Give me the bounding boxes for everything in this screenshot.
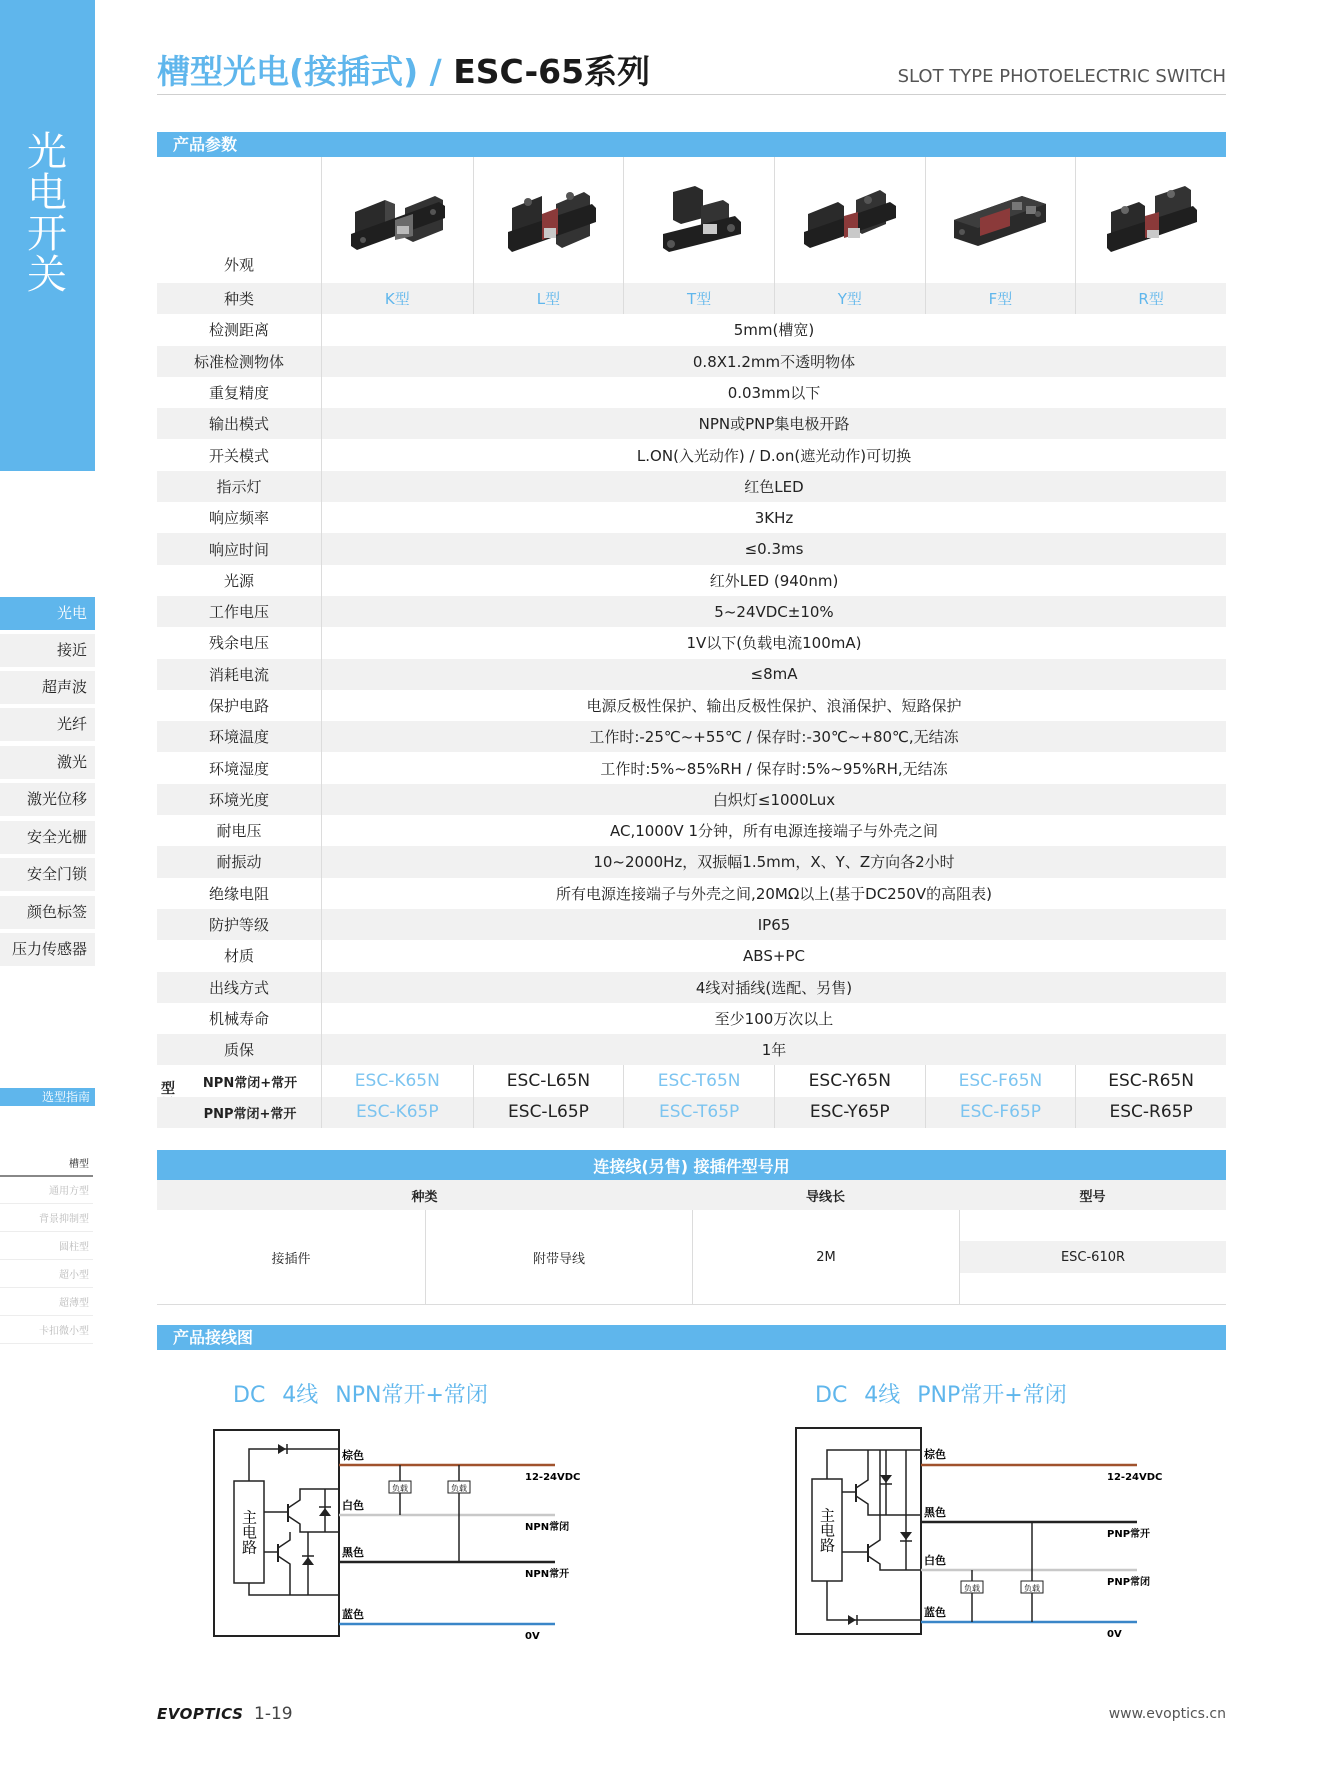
spec-value: ≤8mA <box>321 659 1226 690</box>
spec-value: NPN或PNP集电极开路 <box>321 408 1226 439</box>
sensor-r-icon <box>1101 182 1201 258</box>
model-group-text: 型 <box>161 1080 175 1097</box>
appearance-cells <box>321 157 1226 283</box>
spec-row <box>157 846 1226 877</box>
spec-label: 检测距离 <box>208 321 269 340</box>
spec-label: 环境光度 <box>208 790 269 809</box>
spec-label: 响应频率 <box>208 509 269 528</box>
pnp-wire-label-white: 白色 <box>924 1554 946 1567</box>
spec-row <box>157 346 1226 377</box>
npn-terminal-0v: 0V <box>525 1631 540 1640</box>
nav-item-safety-curtain[interactable]: 安全光栅 <box>0 821 95 854</box>
pnp-wire-label-blue: 蓝色 <box>924 1606 946 1619</box>
spec-label: 消耗电流 <box>208 665 269 684</box>
sub-item-cylinder[interactable]: 圆柱型 <box>0 1236 93 1260</box>
nav-item-proximity[interactable]: 接近 <box>0 634 95 667</box>
type-cell: L型 <box>473 283 624 314</box>
spec-row <box>157 533 1226 564</box>
spec-label: 开关模式 <box>208 446 269 465</box>
spec-value: ABS+PC <box>321 940 1226 971</box>
spec-value: 0.8X1.2mm不透明物体 <box>321 346 1226 377</box>
pnp-load-1-label: 负载 <box>964 1584 980 1593</box>
sensor-f-icon <box>950 182 1050 258</box>
npn-sensor-box <box>214 1430 339 1636</box>
connector-title: 连接线(另售) 接插件型号用 <box>157 1150 1226 1180</box>
spec-row <box>157 815 1226 846</box>
model-row-npn <box>157 1065 1226 1096</box>
spec-label: 保护电路 <box>208 697 269 715</box>
spec-row <box>157 690 1226 721</box>
spec-label: 质保 <box>223 1041 254 1060</box>
model-cell: ESC-L65P <box>473 1097 624 1128</box>
sub-item-square[interactable]: 通用方型 <box>0 1180 93 1204</box>
section-params-bar: 产品参数 <box>157 132 1226 157</box>
connector-col-model: 型号 <box>1079 1189 1106 1205</box>
model-cell: ESC-K65P <box>356 1102 439 1123</box>
website-link[interactable]: www.evoptics.cn <box>1108 1706 1226 1722</box>
npn-wire-label-white: 白色 <box>342 1499 364 1512</box>
appearance-row <box>157 157 1226 283</box>
nav-item-color-label[interactable]: 颜色标签 <box>0 896 95 929</box>
spec-row <box>157 972 1226 1003</box>
spec-row <box>157 471 1226 502</box>
spec-value: L.ON(入光动作) / D.on(遮光动作)可切换 <box>321 439 1226 470</box>
spec-label: 标准检测物体 <box>193 352 284 371</box>
product-image-f <box>925 157 1076 283</box>
connector-col-length: 导线长 <box>805 1189 845 1205</box>
pnp-terminal-power: 12-24VDC <box>1107 1472 1163 1483</box>
spec-value: ≤0.3ms <box>321 533 1226 564</box>
type-label: 种类 <box>223 290 254 309</box>
connector-header-row <box>157 1180 1226 1210</box>
spec-value: 工作时:5%~85%RH / 保存时:5%~95%RH,无结冻 <box>321 752 1226 783</box>
spec-row <box>157 502 1226 533</box>
spec-label: 机械寿命 <box>208 1009 269 1028</box>
spec-value: 工作时:-25℃~+55℃ / 保存时:-30℃~+80℃,无结冻 <box>321 721 1226 752</box>
connector-length: 2M <box>692 1210 959 1304</box>
spec-row <box>157 314 1226 345</box>
pnp-wire-label-black: 黑色 <box>924 1506 946 1519</box>
model-cell: ESC-Y65P <box>774 1097 925 1128</box>
page-number: 1-19 <box>254 1704 293 1724</box>
pnp-wire-label-brown: 棕色 <box>924 1448 946 1461</box>
spec-label: 输出模式 <box>208 415 269 434</box>
model-cell: ESC-R65P <box>1075 1097 1226 1128</box>
spec-label: 环境温度 <box>208 728 269 747</box>
sub-item-background[interactable]: 背景抑制型 <box>0 1208 93 1232</box>
spec-row <box>157 659 1226 690</box>
spec-value: 1年 <box>321 1034 1226 1065</box>
spec-row <box>157 1034 1226 1065</box>
spec-value: 10~2000Hz，双振幅1.5mm，X、Y、Z方向各2小时 <box>321 846 1226 877</box>
type-cells <box>321 283 1226 314</box>
spec-row <box>157 377 1226 408</box>
nav-item-safety-lock[interactable]: 安全门锁 <box>0 858 95 891</box>
sub-item-thin[interactable]: 超薄型 <box>0 1292 93 1316</box>
npn-wire-label-brown: 棕色 <box>342 1449 364 1462</box>
type-cell: Y型 <box>774 283 925 314</box>
spec-label: 响应时间 <box>208 540 269 559</box>
spec-value: 3KHz <box>321 502 1226 533</box>
npn-wire-label-blue: 蓝色 <box>342 1608 364 1621</box>
spec-label: 重复精度 <box>208 384 269 403</box>
spec-label: 残余电压 <box>208 634 269 653</box>
spec-value: 1V以下(负载电流100mA) <box>321 627 1226 658</box>
pnp-terminal-no: PNP常开 <box>1107 1529 1151 1540</box>
header-divider <box>157 94 1226 95</box>
spec-label: 指示灯 <box>216 477 262 496</box>
brand-logo: EVOPTICS <box>157 1705 244 1723</box>
sensor-l-icon <box>498 182 598 258</box>
spec-row <box>157 940 1226 971</box>
connector-type: 接插件 <box>271 1251 311 1267</box>
sub-item-clip[interactable]: 卡扣微小型 <box>0 1320 93 1344</box>
npn-wire-label-black: 黑色 <box>342 1546 364 1559</box>
spec-rows <box>157 314 1226 1065</box>
connector-table <box>157 1150 1226 1305</box>
model-cell: ESC-L65N <box>473 1065 624 1096</box>
npn-load-1-label: 负载 <box>392 1484 408 1493</box>
title-series-name: ESC-65系列 <box>453 52 651 91</box>
spec-value: 白炽灯≤1000Lux <box>321 784 1226 815</box>
model-block <box>157 1065 1226 1128</box>
spec-value: 红色LED <box>321 471 1226 502</box>
pnp-terminal-nc: PNP常闭 <box>1107 1577 1151 1588</box>
nav-item-ultrasonic[interactable]: 超声波 <box>0 671 95 704</box>
spec-table <box>157 157 1226 1128</box>
spec-row <box>157 784 1226 815</box>
section-wiring-bar: 产品接线图 <box>157 1325 1226 1350</box>
spec-row <box>157 565 1226 596</box>
spec-label: 环境湿度 <box>208 759 269 778</box>
pnp-wiring-title: DC 4线 PNP常开+常闭 <box>815 1383 1067 1408</box>
spec-label: 工作电压 <box>208 603 269 622</box>
nav-item-fiber[interactable]: 光纤 <box>0 708 95 741</box>
type-cell: K型 <box>384 290 410 309</box>
spec-row <box>157 878 1226 909</box>
sensor-t-icon <box>649 182 749 258</box>
model-row-label: NPN常闭+常开 <box>202 1075 298 1091</box>
model-row-pnp <box>157 1097 1226 1128</box>
spec-value: 电源反极性保护、输出反极性保护、浪涌保护、短路保护 <box>321 690 1226 721</box>
model-cell: ESC-K65N <box>354 1071 440 1092</box>
type-row <box>157 283 1226 314</box>
type-cell: F型 <box>925 283 1076 314</box>
nav-item-pressure[interactable]: 压力传感器 <box>0 933 95 966</box>
spec-label: 材质 <box>223 947 254 966</box>
sidebar-category-title: 光电开关 <box>27 129 67 298</box>
model-row-label: PNP常闭+常开 <box>203 1106 297 1122</box>
npn-terminal-nc: NPN常闭 <box>525 1522 570 1533</box>
spec-label: 绝缘电阻 <box>208 884 269 903</box>
model-cell: ESC-F65N <box>925 1065 1076 1096</box>
npn-main-circuit-label: 主电路 <box>240 1509 258 1555</box>
appearance-label: 外观 <box>223 256 254 274</box>
pnp-wiring-diagram <box>782 1420 1182 1640</box>
selection-guide-badge: 选型指南 <box>0 1088 95 1106</box>
spec-row <box>157 408 1226 439</box>
pnp-terminal-0v: 0V <box>1107 1629 1122 1640</box>
spec-label: 光源 <box>223 571 254 590</box>
spec-value: 所有电源连接端子与外壳之间,20MΩ以上(基于DC250V的高阻表) <box>321 878 1226 909</box>
nav-item-photoelectric[interactable]: 光电 <box>0 597 95 630</box>
model-cell: ESC-T65P <box>623 1097 774 1128</box>
product-image-r <box>1075 157 1226 283</box>
sub-item-mini[interactable]: 超小型 <box>0 1264 93 1288</box>
model-cells <box>321 1065 1226 1096</box>
connector-col-type: 种类 <box>411 1189 438 1205</box>
title-series-type: 槽型光电(接插式) / <box>157 52 454 91</box>
spec-value: 0.03mm以下 <box>321 377 1226 408</box>
spec-row <box>157 909 1226 940</box>
spec-row <box>157 439 1226 470</box>
product-image-t <box>623 157 774 283</box>
nav-item-laser-displacement[interactable]: 激光位移 <box>0 783 95 816</box>
spec-value: IP65 <box>321 909 1226 940</box>
spec-row <box>157 1003 1226 1034</box>
spec-value: AC,1000V 1分钟，所有电源连接端子与外壳之间 <box>321 815 1226 846</box>
spec-label: 防护等级 <box>208 916 269 935</box>
page-title <box>157 50 650 94</box>
product-image-k <box>322 157 473 283</box>
product-image-y <box>774 157 925 283</box>
spec-value: 4线对插线(选配、另售) <box>321 972 1226 1003</box>
spec-row <box>157 752 1226 783</box>
model-cells <box>321 1097 1226 1128</box>
type-cell: R型 <box>1075 283 1226 314</box>
sensor-k-icon <box>347 182 447 258</box>
spec-row <box>157 721 1226 752</box>
spec-label: 耐振动 <box>216 853 262 872</box>
sensor-y-icon <box>800 182 900 258</box>
pnp-load-2-label: 负载 <box>1024 1584 1040 1593</box>
nav-item-laser[interactable]: 激光 <box>0 746 95 779</box>
npn-load-2-label: 负载 <box>451 1484 467 1493</box>
npn-wiring-diagram <box>200 1420 600 1640</box>
pnp-main-circuit-label: 主电路 <box>818 1507 836 1553</box>
spec-row <box>157 627 1226 658</box>
page-subtitle: SLOT TYPE PHOTOELECTRIC SWITCH <box>897 66 1226 87</box>
spec-row <box>157 596 1226 627</box>
model-cell: ESC-R65N <box>1075 1065 1226 1096</box>
connector-body-row <box>157 1210 1226 1305</box>
type-cell: T型 <box>623 283 774 314</box>
sub-item-slot[interactable]: 槽型 <box>0 1153 93 1177</box>
model-cell: ESC-T65N <box>623 1065 774 1096</box>
npn-wiring-title: DC 4线 NPN常开+常闭 <box>233 1383 488 1408</box>
npn-terminal-no: NPN常开 <box>525 1569 570 1580</box>
connector-model: ESC-610R <box>960 1241 1226 1273</box>
connector-subtype: 附带导线 <box>425 1210 692 1304</box>
product-image-l <box>473 157 624 283</box>
spec-label: 出线方式 <box>208 978 269 997</box>
model-cell: ESC-Y65N <box>774 1065 925 1096</box>
model-cell: ESC-F65P <box>925 1097 1076 1128</box>
connector-model-cell <box>959 1210 1226 1304</box>
spec-value: 5~24VDC±10% <box>321 596 1226 627</box>
pnp-sensor-box <box>796 1428 921 1634</box>
spec-value: 至少100万次以上 <box>321 1003 1226 1034</box>
spec-value: 5mm(槽宽) <box>321 314 1226 345</box>
spec-value: 红外LED (940nm) <box>321 565 1226 596</box>
npn-terminal-power: 12-24VDC <box>525 1472 581 1483</box>
spec-label: 耐电压 <box>216 822 262 841</box>
